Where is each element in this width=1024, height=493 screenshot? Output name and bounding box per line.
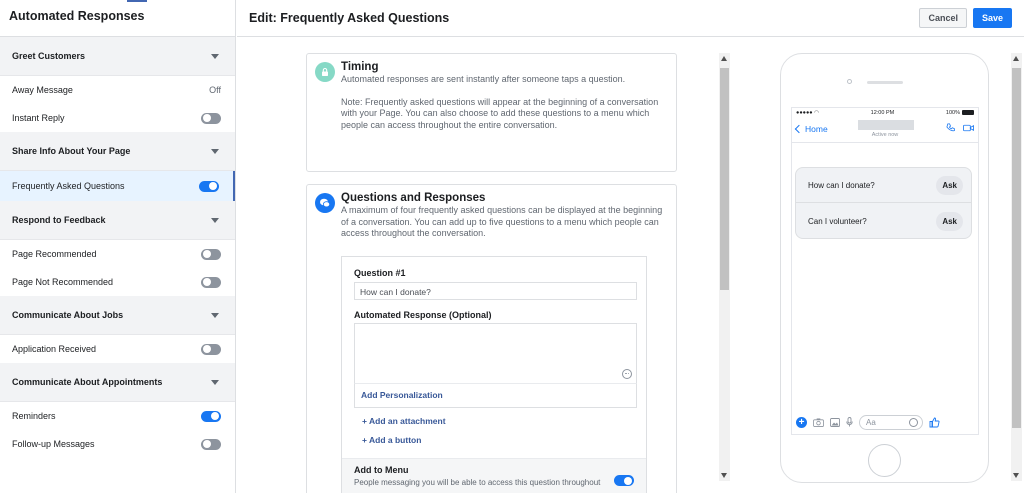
sidebar bbox=[0, 0, 236, 493]
message-input[interactable] bbox=[859, 415, 923, 430]
section-label: Share Info About Your Page bbox=[12, 146, 131, 156]
sidebar-item-instant-reply[interactable] bbox=[0, 104, 235, 132]
sidebar-item-label: Page Recommended bbox=[12, 249, 97, 259]
scroll-down-icon[interactable] bbox=[1013, 473, 1019, 478]
phone-mockup bbox=[780, 53, 989, 483]
scroll-up-icon[interactable] bbox=[721, 56, 727, 61]
page-not-recommended-toggle[interactable] bbox=[201, 277, 221, 288]
battery-icon bbox=[962, 110, 974, 115]
sidebar-item-label: Instant Reply bbox=[12, 113, 65, 123]
add-personalization-button[interactable]: Add Personalization bbox=[354, 383, 637, 408]
timing-body bbox=[341, 61, 666, 131]
section-label: Greet Customers bbox=[12, 51, 86, 61]
chevron-down-icon bbox=[211, 218, 219, 223]
qr-body bbox=[341, 192, 666, 240]
sidebar-item-label: Page Not Recommended bbox=[12, 277, 114, 287]
phone-home-button bbox=[868, 444, 901, 477]
sidebar-header bbox=[0, 0, 235, 37]
faq-preview-card bbox=[795, 167, 972, 239]
battery-label: 100% bbox=[945, 110, 960, 116]
section-respond-feedback[interactable] bbox=[0, 201, 235, 240]
messenger-nav bbox=[792, 118, 978, 143]
editor-scrollbar[interactable] bbox=[719, 53, 730, 481]
section-greet-customers[interactable] bbox=[0, 37, 235, 76]
sidebar-item-application-received[interactable] bbox=[0, 335, 235, 363]
ask-button[interactable]: Ask bbox=[936, 212, 963, 231]
active-now-label: Active now bbox=[871, 132, 899, 138]
menu-desc: People messaging you will be able to access this question throughout bbox=[354, 478, 601, 487]
timing-text bbox=[341, 74, 666, 131]
status-bar bbox=[792, 108, 978, 118]
questions-responses-card bbox=[306, 184, 677, 493]
section-appointments[interactable] bbox=[0, 363, 235, 402]
timing-line: Automated responses are sent instantly after someone taps a question. bbox=[341, 74, 626, 84]
camera-icon[interactable] bbox=[813, 418, 824, 427]
scroll-thumb[interactable] bbox=[720, 68, 729, 290]
faq-row[interactable] bbox=[796, 168, 971, 203]
phone-speaker bbox=[867, 81, 903, 84]
preview-scrollbar[interactable] bbox=[1011, 53, 1022, 481]
phone-icon[interactable] bbox=[946, 123, 955, 132]
reminders-toggle[interactable] bbox=[201, 411, 221, 422]
timing-card bbox=[306, 53, 677, 172]
add-attachment-link[interactable]: + Add an attachment bbox=[362, 416, 446, 426]
microphone-icon[interactable] bbox=[846, 417, 853, 427]
application-received-toggle[interactable] bbox=[201, 344, 221, 355]
battery-status bbox=[946, 110, 974, 116]
message-placeholder: Aa bbox=[866, 417, 876, 427]
sidebar-item-page-not-recommended[interactable] bbox=[0, 268, 235, 296]
phone-camera bbox=[847, 79, 852, 84]
chevron-down-icon bbox=[211, 54, 219, 59]
sidebar-item-reminders[interactable] bbox=[0, 402, 235, 430]
sidebar-item-label: Frequently Asked Questions bbox=[12, 181, 125, 191]
save-button[interactable]: Save bbox=[973, 8, 1012, 28]
header-buttons bbox=[919, 8, 1012, 28]
sidebar-title: Automated Responses bbox=[9, 9, 145, 23]
section-label: Respond to Feedback bbox=[12, 215, 106, 225]
emoji-icon[interactable] bbox=[622, 369, 632, 379]
status-off: Off bbox=[209, 85, 221, 95]
faq-question: How can I donate? bbox=[808, 180, 875, 190]
instant-reply-toggle[interactable] bbox=[201, 113, 221, 124]
add-to-menu-toggle[interactable] bbox=[614, 475, 634, 486]
sidebar-item-label: Reminders bbox=[12, 411, 56, 421]
question-editor bbox=[341, 256, 647, 493]
chat-bubbles-icon bbox=[315, 193, 335, 213]
page-title: Edit: Frequently Asked Questions bbox=[249, 11, 450, 25]
emoji-icon[interactable] bbox=[909, 418, 918, 427]
signal-icon: ●●●●● ◠ bbox=[796, 110, 819, 116]
faq-row[interactable] bbox=[796, 204, 971, 239]
page-name-redacted bbox=[858, 120, 914, 130]
sidebar-item-faq[interactable] bbox=[0, 171, 235, 201]
faq-toggle[interactable] bbox=[199, 181, 219, 192]
scroll-thumb[interactable] bbox=[1012, 68, 1021, 428]
menu-title: Add to Menu bbox=[354, 465, 409, 475]
lock-icon bbox=[315, 62, 335, 82]
response-textarea[interactable] bbox=[354, 323, 637, 383]
section-label: Communicate About Appointments bbox=[12, 377, 163, 387]
add-button-link[interactable]: + Add a button bbox=[362, 435, 422, 445]
cancel-button[interactable]: Cancel bbox=[919, 8, 967, 28]
question-label: Question #1 bbox=[354, 268, 406, 278]
question-input[interactable]: How can I donate? bbox=[354, 282, 637, 300]
chevron-down-icon bbox=[211, 380, 219, 385]
message-composer bbox=[792, 410, 978, 434]
section-label: Communicate About Jobs bbox=[12, 310, 124, 320]
scroll-down-icon[interactable] bbox=[721, 473, 727, 478]
sidebar-item-away-message[interactable] bbox=[0, 76, 235, 104]
status-time: 12:00 PM bbox=[870, 110, 895, 116]
sidebar-item-label: Follow-up Messages bbox=[12, 439, 95, 449]
qr-desc: A maximum of four frequently asked questions can be displayed at the beginning of a conversation. You can add up to five questions to a menu which people can access throughout the conversation. bbox=[341, 205, 663, 239]
follow-up-toggle[interactable] bbox=[201, 439, 221, 450]
faq-question: Can I volunteer? bbox=[808, 217, 867, 226]
chevron-down-icon bbox=[211, 149, 219, 154]
timing-title: Timing bbox=[341, 61, 379, 73]
thumbs-up-icon[interactable] bbox=[929, 417, 940, 428]
sidebar-item-follow-up[interactable] bbox=[0, 430, 235, 458]
sidebar-item-page-recommended[interactable] bbox=[0, 240, 235, 268]
ask-button[interactable]: Ask bbox=[936, 176, 963, 195]
section-jobs[interactable] bbox=[0, 296, 235, 335]
nav-icons bbox=[946, 123, 974, 132]
phone-preview-panel bbox=[733, 38, 1024, 493]
top-bar bbox=[237, 0, 1024, 37]
video-icon[interactable] bbox=[963, 124, 974, 132]
sidebar-item-label: Application Received bbox=[12, 344, 97, 354]
phone-screen bbox=[791, 107, 979, 435]
scroll-up-icon[interactable] bbox=[1013, 56, 1019, 61]
timing-note: Note: Frequently asked questions will appear at the beginning of a conversation with your Page. You can also choose to add these questions to a menu which people can access throughout the entire conversation. bbox=[341, 96, 659, 130]
response-label: Automated Response (Optional) bbox=[354, 310, 492, 320]
plus-icon[interactable]: + bbox=[796, 417, 807, 428]
header-indicator bbox=[127, 0, 147, 2]
back-label: Home bbox=[805, 124, 828, 134]
section-share-info[interactable] bbox=[0, 132, 235, 171]
image-icon[interactable] bbox=[830, 418, 840, 427]
chevron-down-icon bbox=[211, 313, 219, 318]
qr-title: Questions and Responses bbox=[341, 192, 486, 204]
page-recommended-toggle[interactable] bbox=[201, 249, 221, 260]
add-to-menu-row bbox=[342, 458, 646, 493]
editor-panel bbox=[237, 38, 733, 493]
sidebar-item-label: Away Message bbox=[12, 85, 73, 95]
